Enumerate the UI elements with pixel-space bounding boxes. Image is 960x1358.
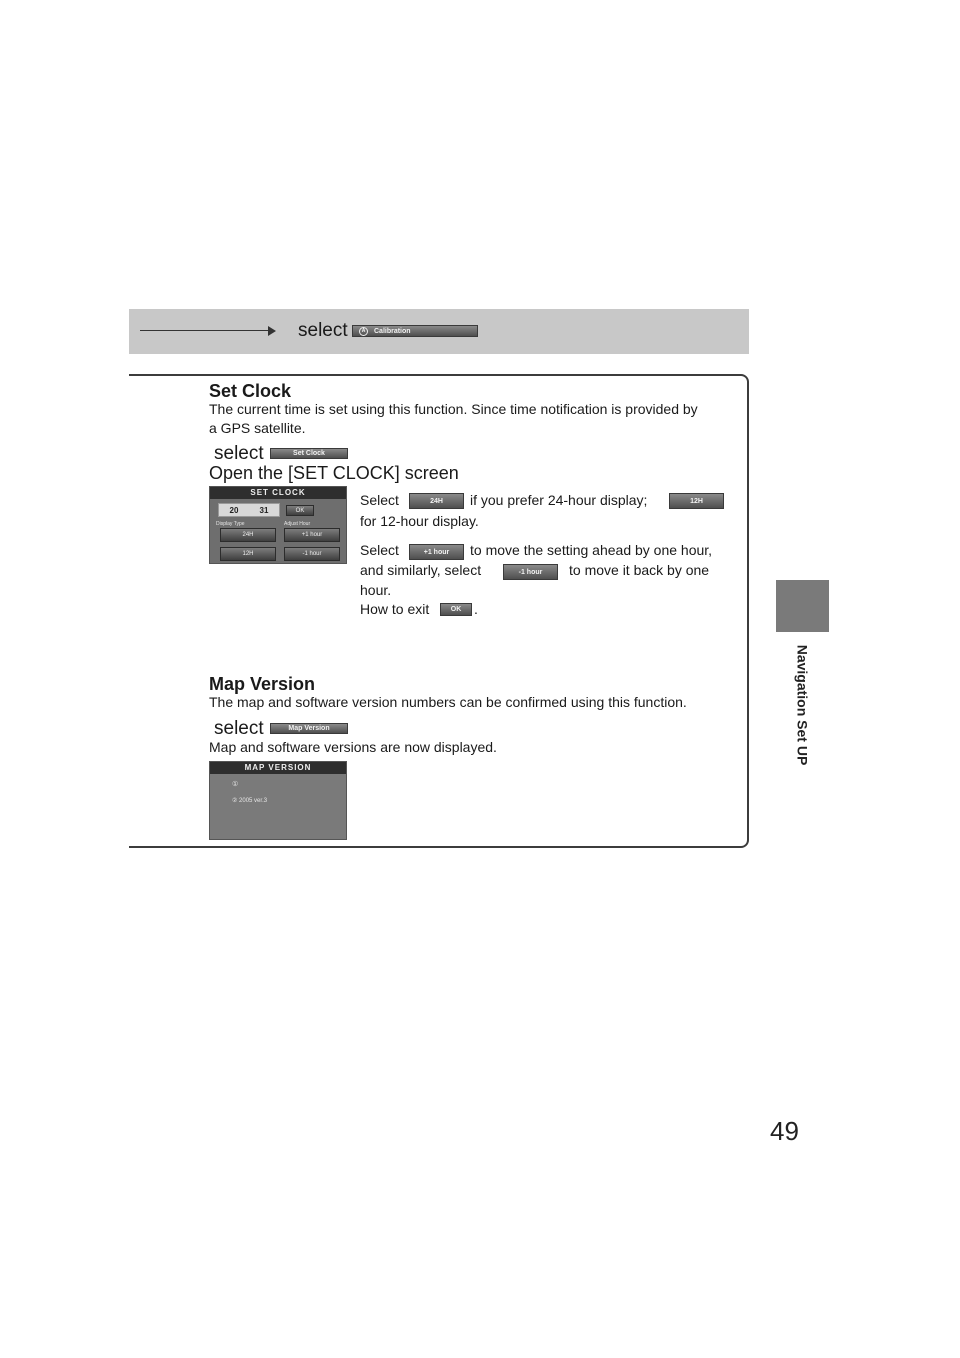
calibration-button-label: Calibration — [374, 327, 411, 335]
open-set-clock-text: Open the [SET CLOCK] screen — [209, 463, 459, 483]
set-clock-screenshot — [209, 486, 347, 564]
instr2-text-3: to move it back by one — [569, 562, 710, 578]
screen-ok-button[interactable]: OK — [286, 505, 314, 516]
inline-minus1-button[interactable]: -1 hour — [503, 564, 558, 580]
set-clock-button[interactable]: Set Clock — [270, 448, 348, 459]
screen-12h-button[interactable]: 12H — [220, 547, 276, 561]
hour-value: 20 — [229, 505, 239, 515]
map-version-description: The map and software version numbers can be confirmed using this function. — [209, 694, 687, 710]
screen-24h-button[interactable]: 24H — [220, 528, 276, 542]
instr1-text: if you prefer 24-hour display; — [470, 492, 648, 508]
set-clock-description-2: a GPS satellite. — [209, 420, 306, 436]
inline-12h-button[interactable]: 12H — [669, 493, 724, 509]
time-display — [218, 503, 280, 517]
page-number: 49 — [770, 1116, 799, 1146]
screen-minus1-button[interactable]: -1 hour — [284, 547, 340, 561]
map-version-heading: Map Version — [209, 674, 316, 694]
map-version-result-text: Map and software versions are now displayed. — [209, 739, 497, 755]
arrow-right-icon — [268, 326, 276, 336]
adjust-hour-label: Adjust Hour — [284, 521, 311, 527]
instr2-select: Select — [360, 542, 399, 558]
inline-ok-button[interactable]: OK — [440, 603, 472, 616]
map-version-screenshot — [209, 761, 347, 840]
inline-plus1-button[interactable]: +1 hour — [409, 544, 464, 560]
instr1-select: Select — [360, 492, 399, 508]
banner-select-label: select — [298, 320, 348, 341]
section-side-label — [776, 640, 829, 770]
set-clock-heading: Set Clock — [209, 381, 292, 401]
arrow-line — [140, 330, 270, 331]
exit-period: . — [474, 601, 478, 617]
section-tab-marker — [776, 580, 829, 632]
instr2-text-2: and similarly, select — [360, 562, 482, 578]
inline-24h-button[interactable]: 24H — [409, 493, 464, 509]
calibration-button[interactable] — [352, 325, 478, 337]
map-version-select-label: select — [214, 718, 264, 739]
map-version-line-1: ① — [232, 781, 239, 788]
instr1-text-2: for 12-hour display. — [360, 513, 479, 529]
display-type-label: Display Type — [216, 521, 245, 527]
instr2-text: to move the setting ahead by one hour, — [470, 542, 713, 558]
instr2-text-4: hour. — [360, 582, 392, 598]
screen-plus1-button[interactable]: +1 hour — [284, 528, 340, 542]
exit-text: How to exit — [360, 601, 430, 617]
map-version-line-2: ② 2005 ver.3 — [232, 798, 268, 804]
minute-value: 31 — [259, 505, 269, 515]
section-side-label-text: Navigation Set UP — [794, 644, 811, 766]
compass-icon: A — [359, 327, 368, 336]
set-clock-screen-title: SET CLOCK — [210, 487, 346, 499]
map-version-screen-title: MAP VERSION — [210, 762, 346, 774]
set-clock-description-1: The current time is set using this function. Since time notification is provided by — [209, 401, 698, 417]
set-clock-select-label: select — [214, 443, 264, 464]
map-version-button[interactable]: Map Version — [270, 723, 348, 734]
